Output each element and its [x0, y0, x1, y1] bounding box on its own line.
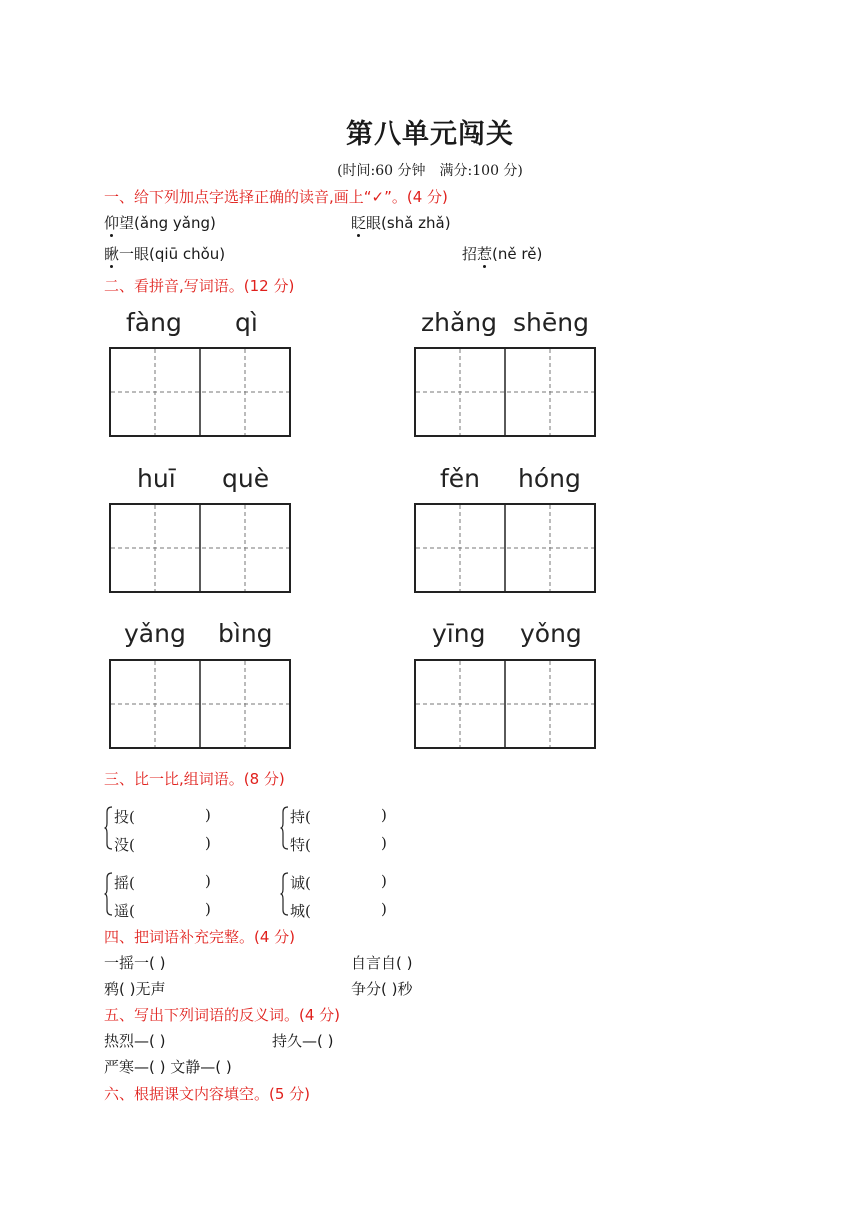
brace-icon — [280, 872, 289, 916]
pinyin-label: qì — [235, 308, 258, 337]
pinyin-label: yǒng — [520, 619, 582, 648]
q1-item: 瞅一眼(qiū chǒu) — [104, 245, 226, 263]
section-3-heading: 三、比一比,组词语。(8 分) — [104, 770, 285, 788]
exam-info — [0, 160, 860, 180]
pinyin-label: yǎng — [124, 619, 186, 648]
tianzi-grid[interactable] — [109, 659, 291, 749]
dotted-char: 仰 — [104, 214, 120, 232]
pinyin-label: fàng — [126, 308, 182, 337]
q1-item: 眨眼(shǎ zhǎ) — [351, 214, 451, 232]
tianzi-grid[interactable] — [414, 659, 596, 749]
word-pair: 持( ) 特( ) — [280, 806, 400, 856]
tianzi-grid[interactable] — [109, 347, 291, 437]
section-5-heading: 五、写出下列词语的反义词。(4 分) — [104, 1006, 341, 1024]
page-title: 第八单元闯关 — [346, 119, 514, 150]
tianzi-grid[interactable] — [109, 503, 291, 593]
q1-item: 招惹(ně rě) — [462, 245, 543, 263]
section-1-heading: 一、给下列加点字选择正确的读音,画上“✓”。(4 分) — [104, 188, 448, 206]
pinyin-options: (ǎng yǎng) — [134, 214, 216, 232]
idiom-fill: 一摇一( ) — [104, 954, 166, 972]
idiom-fill: 争分( )秒 — [351, 980, 413, 998]
pinyin-options: (shǎ zhǎ) — [381, 214, 451, 232]
tianzi-grid[interactable] — [414, 347, 596, 437]
pinyin-label: què — [222, 464, 270, 493]
antonym-fill: 严寒—( ) 文静—( ) — [104, 1058, 232, 1076]
dotted-char: 眨 — [351, 214, 367, 232]
word-pair: 投( ) 没( ) — [104, 806, 224, 856]
antonym-fill: 持久—( ) — [272, 1032, 334, 1050]
section-4-heading: 四、把词语补充完整。(4 分) — [104, 928, 296, 946]
section-6-heading: 六、根据课文内容填空。(5 分) — [104, 1085, 311, 1103]
pinyin-label: yīng — [432, 619, 486, 648]
pinyin-label: shēng — [513, 308, 589, 337]
pinyin-label: bìng — [218, 619, 273, 648]
tianzi-grid[interactable] — [414, 503, 596, 593]
idiom-fill: 自言自( ) — [351, 954, 413, 972]
antonym-fill: 热烈—( ) — [104, 1032, 166, 1050]
section-2-heading: 二、看拼音,写词语。(12 分) — [104, 277, 295, 295]
brace-icon — [104, 872, 113, 916]
pinyin-label: fěn — [440, 464, 481, 493]
pinyin-options: (ně rě) — [492, 245, 543, 263]
dotted-char: 惹 — [477, 245, 493, 263]
brace-icon — [104, 806, 113, 850]
pinyin-label: zhǎng — [421, 308, 498, 337]
time-limit: (时间:60 分钟 — [337, 163, 426, 179]
word-pair: 诚( ) 城( ) — [280, 872, 400, 922]
word-pair: 摇( ) 遥( ) — [104, 872, 224, 922]
pinyin-label: huī — [137, 464, 176, 493]
brace-icon — [280, 806, 289, 850]
q1-item: 仰望(ǎng yǎng) — [104, 214, 216, 232]
pinyin-label: hóng — [518, 464, 581, 493]
idiom-fill: 鸦( )无声 — [104, 980, 166, 998]
dotted-char: 瞅 — [104, 245, 120, 263]
pinyin-options: (qiū chǒu) — [149, 245, 226, 263]
full-score: 满分:100 分) — [439, 163, 523, 179]
